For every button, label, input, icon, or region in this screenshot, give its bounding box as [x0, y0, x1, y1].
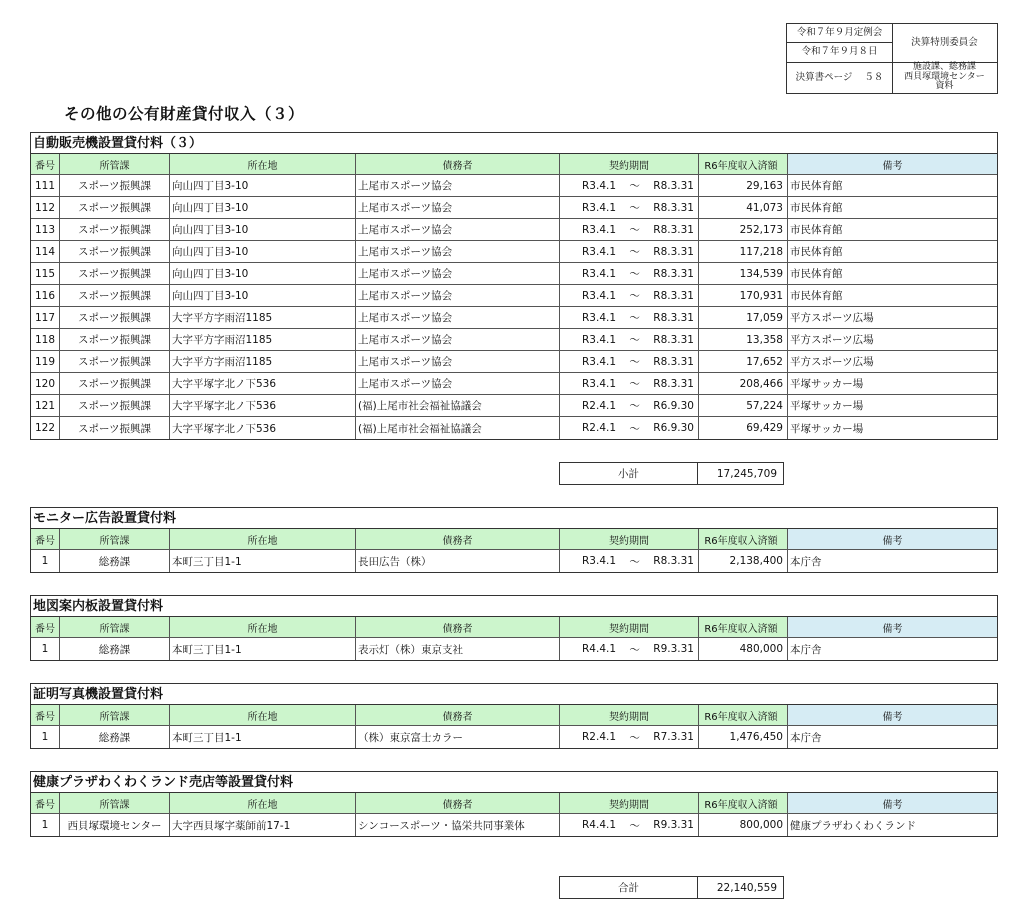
amount-cell: 1,476,450: [699, 726, 788, 748]
period-tilde: ～: [629, 334, 640, 346]
department-cell: スポーツ振興課: [60, 307, 170, 328]
row-number: 116: [31, 285, 60, 306]
column-header-note: 備考: [788, 793, 997, 813]
department-cell: スポーツ振興課: [60, 329, 170, 350]
amount-cell: 57,224: [699, 395, 788, 416]
department-cell: スポーツ振興課: [60, 417, 170, 439]
column-header-note: 備考: [788, 617, 997, 637]
debtor-cell: 上尾市スポーツ協会: [356, 285, 560, 306]
debtor-cell: 上尾市スポーツ協会: [356, 373, 560, 394]
period-tilde: ～: [629, 224, 640, 236]
period-start: R3.4.1: [582, 179, 617, 192]
contract-period-cell: [560, 638, 699, 660]
table-row: [31, 395, 997, 417]
period-end: R8.3.31: [653, 355, 694, 368]
column-header-debtor: 債務者: [356, 617, 560, 637]
debtor-cell: 上尾市スポーツ協会: [356, 197, 560, 218]
period-end: R9.3.31: [653, 643, 694, 655]
period-start: R2.4.1: [582, 731, 617, 743]
department-cell: 総務課: [60, 550, 170, 572]
table-row: [31, 550, 997, 572]
column-header-debtor: 債務者: [356, 529, 560, 549]
department-cell: 総務課: [60, 726, 170, 748]
period-end: R7.3.31: [653, 731, 694, 743]
period-start: R3.4.1: [582, 311, 617, 324]
table-header-row: [31, 529, 997, 550]
total-label: 合計: [560, 877, 698, 898]
amount-cell: 41,073: [699, 197, 788, 218]
department-cell: スポーツ振興課: [60, 351, 170, 372]
departments-line-2: 西貝塚環境センター: [904, 71, 985, 82]
column-header-no: 番号: [31, 617, 60, 637]
location-cell: 本町三丁目1-1: [170, 638, 356, 660]
period-tilde: ～: [629, 290, 640, 302]
period-start: R4.4.1: [582, 643, 617, 655]
department-cell: スポーツ振興課: [60, 175, 170, 196]
period-end: R8.3.31: [653, 377, 694, 390]
debtor-cell: (福)上尾市社会福祉協議会: [356, 417, 560, 439]
contract-period-cell: [560, 285, 699, 306]
note-cell: 市民体育館: [790, 180, 843, 192]
period-tilde: ～: [629, 356, 640, 368]
column-header-debtor: 債務者: [356, 793, 560, 813]
column-header-amount: R6年度収入済額: [699, 793, 788, 813]
table-header-row: [31, 705, 997, 726]
departments: [892, 62, 997, 93]
location-cell: 本町三丁目1-1: [170, 550, 356, 572]
department-cell: スポーツ振興課: [60, 219, 170, 240]
period-start: R2.4.1: [582, 422, 617, 434]
amount-cell: 29,163: [699, 175, 788, 196]
location-cell: 大字平塚字北ノ下536: [170, 395, 356, 416]
debtor-cell: (福)上尾市社会福祉協議会: [356, 395, 560, 416]
amount-cell: 17,652: [699, 351, 788, 372]
departments-line-3: 資料: [935, 81, 954, 92]
table-section: [30, 132, 998, 440]
note-cell: 市民体育館: [790, 202, 843, 214]
period-end: R8.3.31: [653, 245, 694, 258]
period-start: R2.4.1: [582, 399, 617, 412]
amount-cell: 17,059: [699, 307, 788, 328]
period-tilde: ～: [629, 731, 640, 744]
location-cell: 向山四丁目3-10: [170, 285, 356, 306]
period-start: R3.4.1: [582, 245, 617, 258]
contract-period-cell: [560, 175, 699, 196]
period-tilde: ～: [629, 378, 640, 390]
column-header-location: 所在地: [170, 154, 356, 174]
column-header-amount: R6年度収入済額: [699, 705, 788, 725]
location-cell: 本町三丁目1-1: [170, 726, 356, 748]
table-row: [31, 285, 997, 307]
subtotal-box: [559, 462, 784, 485]
table-row: [31, 373, 997, 395]
location-cell: 大字平塚字北ノ下536: [170, 373, 356, 394]
amount-cell: 13,358: [699, 329, 788, 350]
committee-name: 決算特別委員会: [911, 37, 978, 49]
contract-period-cell: [560, 395, 699, 416]
row-number: 117: [31, 307, 60, 328]
period-end: R6.9.30: [653, 399, 694, 412]
period-start: R3.4.1: [582, 267, 617, 280]
row-number: 1: [31, 726, 60, 748]
note-cell: 市民体育館: [790, 224, 843, 236]
period-tilde: ～: [629, 202, 640, 214]
column-header-amount: R6年度収入済額: [699, 154, 788, 174]
note-cell: 本庁舎: [790, 555, 822, 568]
table-row: [31, 241, 997, 263]
table-row: [31, 351, 997, 373]
row-number: 118: [31, 329, 60, 350]
column-header-dept: 所管課: [60, 154, 170, 174]
debtor-cell: （株）東京富士カラー: [356, 726, 560, 748]
table-section: [30, 507, 998, 573]
row-number: 115: [31, 263, 60, 284]
page-label: 決算書ページ: [795, 71, 853, 83]
row-number: 119: [31, 351, 60, 372]
table-header-row: [31, 793, 997, 814]
amount-cell: 252,173: [699, 219, 788, 240]
period-tilde: ～: [629, 643, 640, 656]
column-header-debtor: 債務者: [356, 154, 560, 174]
column-header-no: 番号: [31, 154, 60, 174]
column-header-amount: R6年度収入済額: [699, 617, 788, 637]
department-cell: 総務課: [60, 638, 170, 660]
debtor-cell: 上尾市スポーツ協会: [356, 351, 560, 372]
location-cell: 大字西貝塚字薬師前17-1: [170, 814, 356, 836]
column-header-term: 契約期間: [560, 705, 699, 725]
department-cell: スポーツ振興課: [60, 263, 170, 284]
meeting-date: 令和７年９月８日: [801, 46, 878, 58]
period-tilde: ～: [629, 422, 640, 435]
row-number: 121: [31, 395, 60, 416]
contract-period-cell: [560, 373, 699, 394]
amount-cell: 69,429: [699, 417, 788, 439]
total-value: 22,140,559: [716, 881, 777, 894]
location-cell: 向山四丁目3-10: [170, 241, 356, 262]
column-header-debtor: 債務者: [356, 705, 560, 725]
period-tilde: ～: [629, 246, 640, 258]
section-title: モニター広告設置貸付料: [31, 508, 997, 529]
contract-period-cell: [560, 263, 699, 284]
table-row: [31, 263, 997, 285]
location-cell: 大字平方字雨沼1185: [170, 351, 356, 372]
table-row: [31, 175, 997, 197]
location-cell: 大字平方字雨沼1185: [170, 307, 356, 328]
debtor-cell: シンコースポーツ・協栄共同事業体: [356, 814, 560, 836]
column-header-term: 契約期間: [560, 154, 699, 174]
table-row: [31, 814, 997, 836]
column-header-dept: 所管課: [60, 705, 170, 725]
row-number: 112: [31, 197, 60, 218]
column-header-note: 備考: [788, 529, 997, 549]
row-number: 120: [31, 373, 60, 394]
contract-period-cell: [560, 329, 699, 350]
row-number: 111: [31, 175, 60, 196]
period-tilde: ～: [629, 400, 640, 412]
note-cell: 平塚サッカー場: [790, 400, 864, 412]
debtor-cell: 長田広告（株）: [356, 550, 560, 572]
period-end: R8.3.31: [653, 289, 694, 302]
period-start: R4.4.1: [582, 819, 617, 831]
debtor-cell: 上尾市スポーツ協会: [356, 219, 560, 240]
contract-period-cell: [560, 550, 699, 572]
subtotal-label: 小計: [560, 463, 698, 484]
location-cell: 向山四丁目3-10: [170, 263, 356, 284]
column-header-dept: 所管課: [60, 529, 170, 549]
department-cell: 西貝塚環境センター: [60, 814, 170, 836]
page-title: その他の公有財産貸付収入（３）: [64, 105, 305, 123]
column-header-term: 契約期間: [560, 793, 699, 813]
note-cell: 市民体育館: [790, 268, 843, 280]
row-number: 1: [31, 638, 60, 660]
column-header-note: 備考: [788, 154, 997, 174]
table-row: [31, 638, 997, 660]
contract-period-cell: [560, 814, 699, 836]
debtor-cell: 上尾市スポーツ協会: [356, 175, 560, 196]
note-cell: 本庁舎: [790, 731, 822, 744]
note-cell: 平方スポーツ広場: [790, 334, 874, 346]
period-start: R3.4.1: [582, 201, 617, 214]
column-header-no: 番号: [31, 705, 60, 725]
table-row: [31, 219, 997, 241]
location-cell: 大字平方字雨沼1185: [170, 329, 356, 350]
note-cell: 平塚サッカー場: [790, 378, 864, 390]
table-header-row: [31, 154, 997, 175]
table-section: [30, 771, 998, 837]
column-header-term: 契約期間: [560, 529, 699, 549]
debtor-cell: 上尾市スポーツ協会: [356, 329, 560, 350]
column-header-note: 備考: [788, 705, 997, 725]
page-number: ５８: [864, 71, 884, 83]
table-row: [31, 329, 997, 351]
subtotal-value: 17,245,709: [716, 467, 777, 480]
period-tilde: ～: [629, 312, 640, 324]
location-cell: 向山四丁目3-10: [170, 197, 356, 218]
column-header-location: 所在地: [170, 529, 356, 549]
section-title: 地図案内板設置貸付料: [31, 596, 997, 617]
departments-line-1: 施設課、総務課: [912, 62, 976, 73]
period-start: R3.4.1: [582, 555, 617, 567]
contract-period-cell: [560, 726, 699, 748]
table-row: [31, 307, 997, 329]
department-cell: スポーツ振興課: [60, 373, 170, 394]
meeting-label: 令和７年９月定例会: [796, 27, 883, 39]
table-row: [31, 726, 997, 748]
table-row: [31, 417, 997, 439]
department-cell: スポーツ振興課: [60, 241, 170, 262]
period-start: R3.4.1: [582, 289, 617, 302]
section-title: 健康プラザわくわくランド売店等設置貸付料: [31, 772, 997, 793]
column-header-amount: R6年度収入済額: [699, 529, 788, 549]
amount-cell: 2,138,400: [699, 550, 788, 572]
period-tilde: ～: [629, 268, 640, 280]
contract-period-cell: [560, 241, 699, 262]
column-header-location: 所在地: [170, 617, 356, 637]
period-end: R9.3.31: [653, 819, 694, 831]
amount-cell: 134,539: [699, 263, 788, 284]
contract-period-cell: [560, 417, 699, 439]
location-cell: 大字平塚字北ノ下536: [170, 417, 356, 439]
total-box: [559, 876, 784, 899]
column-header-term: 契約期間: [560, 617, 699, 637]
note-cell: 平方スポーツ広場: [790, 312, 874, 324]
column-header-location: 所在地: [170, 793, 356, 813]
section-title: 自動販売機設置貸付料（３）: [31, 133, 997, 154]
period-end: R8.3.31: [653, 555, 694, 567]
amount-cell: 208,466: [699, 373, 788, 394]
contract-period-cell: [560, 351, 699, 372]
row-number: 113: [31, 219, 60, 240]
note-cell: 平塚サッカー場: [790, 422, 864, 435]
column-header-location: 所在地: [170, 705, 356, 725]
column-header-dept: 所管課: [60, 617, 170, 637]
row-number: 122: [31, 417, 60, 439]
column-header-dept: 所管課: [60, 793, 170, 813]
column-header-no: 番号: [31, 529, 60, 549]
period-end: R8.3.31: [653, 333, 694, 346]
row-number: 114: [31, 241, 60, 262]
period-start: R3.4.1: [582, 333, 617, 346]
note-cell: 市民体育館: [790, 290, 843, 302]
period-tilde: ～: [629, 555, 640, 568]
contract-period-cell: [560, 307, 699, 328]
document-header-box: [786, 23, 998, 94]
table-section: [30, 683, 998, 749]
amount-cell: 480,000: [699, 638, 788, 660]
note-cell: 平方スポーツ広場: [790, 356, 874, 368]
table-header-row: [31, 617, 997, 638]
row-number: 1: [31, 550, 60, 572]
amount-cell: 800,000: [699, 814, 788, 836]
location-cell: 向山四丁目3-10: [170, 219, 356, 240]
period-end: R8.3.31: [653, 201, 694, 214]
amount-cell: 117,218: [699, 241, 788, 262]
page-reference: [787, 62, 892, 93]
location-cell: 向山四丁目3-10: [170, 175, 356, 196]
period-start: R3.4.1: [582, 377, 617, 390]
period-end: R8.3.31: [653, 179, 694, 192]
period-end: R6.9.30: [653, 422, 694, 434]
period-start: R3.4.1: [582, 223, 617, 236]
period-tilde: ～: [629, 819, 640, 832]
contract-period-cell: [560, 197, 699, 218]
note-cell: 市民体育館: [790, 246, 843, 258]
column-header-no: 番号: [31, 793, 60, 813]
contract-period-cell: [560, 219, 699, 240]
debtor-cell: 表示灯（株）東京支社: [356, 638, 560, 660]
note-cell: 健康プラザわくわくランド: [790, 819, 916, 832]
period-start: R3.4.1: [582, 355, 617, 368]
amount-cell: 170,931: [699, 285, 788, 306]
table-section: [30, 595, 998, 661]
department-cell: スポーツ振興課: [60, 395, 170, 416]
debtor-cell: 上尾市スポーツ協会: [356, 241, 560, 262]
section-title: 証明写真機設置貸付料: [31, 684, 997, 705]
table-row: [31, 197, 997, 219]
period-end: R8.3.31: [653, 267, 694, 280]
department-cell: スポーツ振興課: [60, 197, 170, 218]
note-cell: 本庁舎: [790, 643, 822, 656]
department-cell: スポーツ振興課: [60, 285, 170, 306]
debtor-cell: 上尾市スポーツ協会: [356, 307, 560, 328]
debtor-cell: 上尾市スポーツ協会: [356, 263, 560, 284]
period-end: R8.3.31: [653, 223, 694, 236]
period-end: R8.3.31: [653, 311, 694, 324]
period-tilde: ～: [629, 180, 640, 192]
row-number: 1: [31, 814, 60, 836]
